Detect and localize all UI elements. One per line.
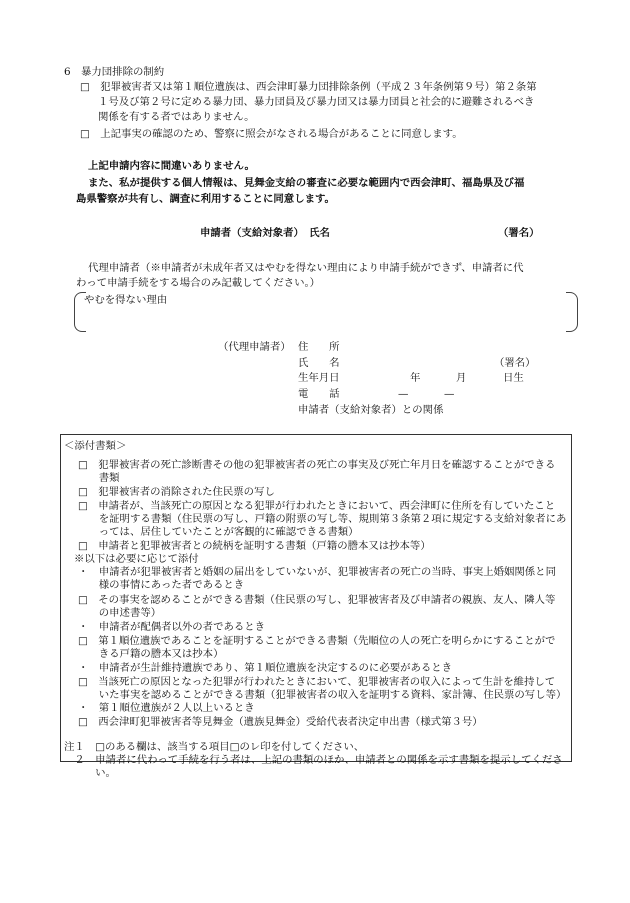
note-1: 注１ □のある欄は、該当する項目□のレ印を付してください、: [64, 741, 365, 753]
attachment-line[interactable]: □ 当該死亡の原因となった犯罪が行われたときにおいて、犯罪被害者の収入によって生計を維持して: [78, 676, 556, 688]
attachment-line: を証明する書類（住民票の写し、戸籍の附票の写し等、規則第３条第２項に規定する支給対象者にあ: [78, 513, 567, 525]
declaration-line3: 島県警察が共有し、調査に利用することに同意します。: [76, 193, 335, 205]
agent-note-line1: 代理申請者（※申請者が未成年者又はやむを得ない理由により申請手続ができず、申請者に代: [88, 262, 524, 274]
attachment-line[interactable]: □ 第１順位遺族であることを証明することができる書類（先順位の人の死亡を明らかにすることがで: [78, 635, 556, 647]
agent-phone-label: 電 話: [298, 388, 340, 400]
section6-item1-line3: 関係を有する者ではありません。: [98, 111, 255, 123]
section6-item1-line1[interactable]: □ 犯罪被害者又は第１順位遺族は、西会津町暴力団排除条例（平成２３年条例第９号）第２条第: [80, 81, 537, 93]
attachment-line[interactable]: □ 申請者と犯罪被害者との続柄を証明する書類（戸籍の謄本又は抄本等）: [78, 540, 431, 552]
attachment-line: の申述書等）: [78, 607, 162, 619]
attachments-heading: ＜添付書類＞: [64, 440, 127, 452]
attachment-line: っては、居住していたことが客観的に確認できる書類）: [78, 526, 359, 538]
attachment-line: 書類: [78, 472, 120, 484]
agent-role-label: （代理申請者）: [218, 341, 291, 353]
attachment-line: いた事実を認めることができる書類（犯罪被害者の収入を証明する資料、家計簿、住民票の写し等）: [78, 689, 567, 701]
attachment-line: ・ 申請者が配偶者以外の者であるとき: [78, 621, 266, 633]
agent-dob-day: 日生: [503, 372, 524, 384]
applicant-name-label: 申請者（支給対象者） 氏名: [200, 227, 330, 239]
declaration-line2: また、私が提供する個人情報は、見舞金支給の審査に必要な範囲内で西会津町、福島県及び福: [88, 177, 525, 189]
attachment-line[interactable]: □ 西会津町犯罪被害者等見舞金（遺族見舞金）受給代表者決定申出書（様式第３号）: [78, 716, 483, 728]
reason-input[interactable]: [90, 306, 560, 328]
attachment-line[interactable]: □ その事実を認めることができる書類（住民票の写し、犯罪被害者及び申請者の親族、友人、隣人等: [78, 594, 556, 606]
reason-bracket-right: [566, 292, 578, 332]
section6-item1-line2: １号及び第２号に定める暴力団、暴力団員及び暴力団又は暴力団員と社会的に避難されるべき: [98, 96, 535, 108]
agent-name-label: 氏 名: [298, 357, 340, 369]
declaration-line1: 上記申請内容に間違いありません。: [88, 160, 255, 172]
agent-address-label: 住 所: [298, 341, 340, 353]
attachment-line: ・ 申請者が犯罪被害者と婚姻の届出をしていないが、犯罪被害者の死亡の当時、事実上婚姻関係と同: [78, 566, 556, 578]
attachment-line[interactable]: □ 犯罪被害者の消除された住民票の写し: [78, 486, 275, 498]
agent-relation-label: 申請者（支給対象者）との関係: [298, 404, 444, 416]
agent-dob-label: 生年月日: [298, 372, 340, 384]
attachment-line: きる戸籍の謄本又は抄本）: [78, 648, 224, 660]
agent-sign-label: （署名）: [494, 357, 536, 369]
section6-item2[interactable]: □ 上記事実の確認のため、警察に照会がなされる場合があることに同意します。: [80, 128, 463, 140]
agent-phone-dash2: —: [444, 388, 455, 400]
attachment-line[interactable]: □ 犯罪被害者の死亡診断書その他の犯罪被害者の死亡の事実及び死亡年月日を確認することができる: [78, 459, 556, 471]
agent-dob-year: 年: [410, 372, 421, 384]
attachment-line: 様の事情にあった者であるとき: [78, 579, 245, 591]
note-2-line1: ２ 申請者に代わって手続を行う者は、上記の書類のほか、申請者との関係を示す書類を提示してくださ: [64, 754, 563, 766]
agent-note-line2: わって申請手続をする場合のみ記載してください。）: [76, 277, 321, 289]
agent-phone-dash1: —: [398, 388, 409, 400]
attachment-line: ・ 第１順位遺族が２人以上いるとき: [78, 702, 255, 714]
applicant-sign-label: （署名）: [498, 227, 540, 239]
attachment-optional-note: ※以下は必要に応じて添付: [74, 553, 199, 565]
attachment-line[interactable]: □ 申請者が、当該死亡の原因となる犯罪が行われたときにおいて、西会津町に住所を有していたこと: [78, 500, 556, 512]
section6-heading: 6 暴力団排除の制約: [64, 66, 165, 78]
attachment-line: ・ 申請者が生計維持遺族であり、第１順位遺族を決定するのに必要があるとき: [78, 662, 453, 674]
reason-label: やむを得ない理由: [84, 294, 168, 306]
agent-dob-month: 月: [456, 372, 467, 384]
note-2-line2: い。: [64, 767, 116, 779]
